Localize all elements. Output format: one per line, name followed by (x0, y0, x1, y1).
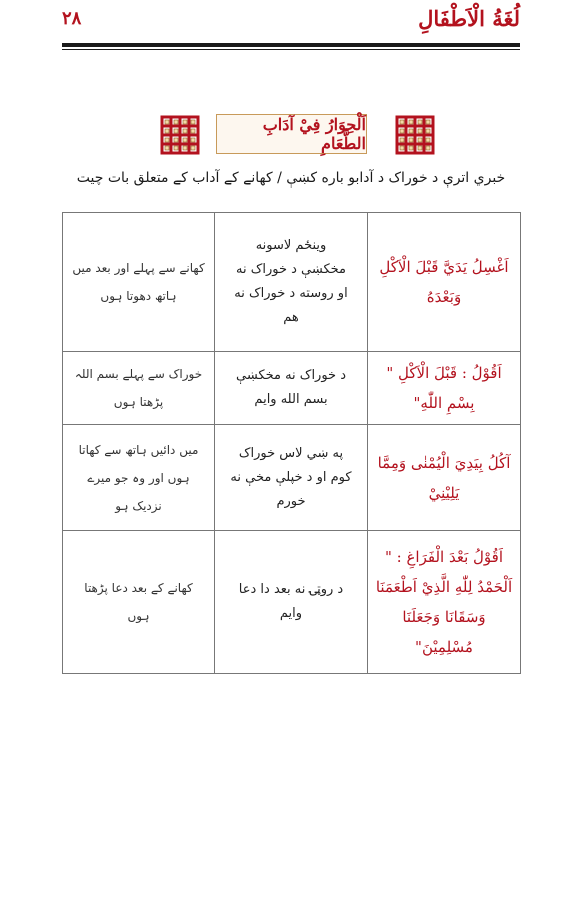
pashto-text: بسم الله وايم (254, 392, 328, 407)
page-header (62, 6, 520, 44)
header-rule-thin (62, 49, 520, 50)
pashto-text: هم (283, 310, 299, 325)
urdu-text: ہوں اور وہ جو میرے (87, 470, 190, 485)
table-row (63, 213, 521, 352)
urdu-text: کھانے کے بعد دعا پڑھتا (84, 581, 193, 595)
arabic-cell (368, 425, 521, 531)
urdu-cell (63, 213, 215, 352)
urdu-text: نزدیک ہو (115, 498, 162, 513)
page-number: ٢٨ (62, 8, 82, 29)
urdu-text: کھانے سے پہلے اور بعد میں (72, 261, 205, 275)
urdu-text: پڑھتا ہوں (113, 395, 164, 409)
pashto-text: کوم او د خپلې مخې نه (230, 469, 352, 485)
arabic-text: اَلْحَمْدُ لِلّٰهِ الَّذِيْ اَطْعَمَنَا (375, 578, 513, 596)
table-row (63, 425, 521, 531)
pashto-text: د خوراک نه مخکښې (235, 368, 347, 383)
urdu-text: ہاتھ دھوتا ہوں (100, 289, 177, 303)
section-subtitle: خبري اترې د خوراک د آدابو باره کښې / کھانے کے آداب کے متعلق بات چیت (76, 170, 506, 186)
pashto-text: د روټۍ نه بعد دا دعا (238, 582, 344, 597)
arabic-text: بِسْمِ اللّٰهِ" (413, 394, 475, 412)
urdu-cell (63, 531, 215, 674)
pashto-cell (215, 425, 368, 531)
arabic-text: مُسْلِمِيْنَ" (415, 638, 473, 656)
pashto-text: او روسته د خوراک نه (234, 286, 348, 301)
urdu-cell (63, 352, 215, 425)
knot-ornament-icon (393, 113, 437, 157)
pashto-cell (215, 352, 368, 425)
arabic-text: آكُلُ بِيَدِيَ الْيُمْنٰى وَمِمَّا (377, 453, 511, 472)
urdu-text: میں دائیں ہاتھ سے کھاتا (78, 442, 199, 457)
table-row (63, 531, 521, 674)
arabic-text: اَغْسِلُ يَدَيَّ قَبْلَ الْاَكْلِ (379, 258, 509, 276)
arabic-text: يَلِيْنِيْ (428, 483, 460, 502)
arabic-cell (368, 352, 521, 425)
arabic-text: اَقُوْلُ بَعْدَ الْفَرَاغِ : " (384, 548, 503, 566)
arabic-cell (368, 531, 521, 674)
arabic-text: اَقُوْلُ : قَبْلَ الْاَكْلِ " (386, 364, 502, 382)
pashto-text: خورم (276, 493, 306, 509)
urdu-text: ہوں (127, 609, 150, 623)
urdu-text: خوراک سے پہلے بسم اللہ (74, 367, 203, 381)
knot-ornament-icon (158, 113, 202, 157)
arabic-text: وَسَقَانَا وَجَعَلَنَا (402, 608, 486, 626)
section-title: اَلْحِوَارُ فِيْ آدَابِ الطَّعَامِ (216, 114, 367, 154)
pashto-cell (215, 213, 368, 352)
pashto-cell (215, 531, 368, 674)
pashto-text: مخکښې د خوراک نه (235, 262, 347, 277)
header-rule (62, 43, 520, 47)
vocabulary-table (62, 212, 521, 674)
pashto-text: وايم (279, 606, 303, 621)
urdu-cell (63, 425, 215, 531)
table-row (63, 352, 521, 425)
pashto-text: وينځم لاسونه (255, 238, 327, 253)
book-title: لُغَةُ الْاَطْفَالِ (418, 6, 520, 31)
arabic-cell (368, 213, 521, 352)
arabic-text: وَبَعْدَهُ (426, 288, 462, 306)
pashto-text: په ښي لاس خوراک (238, 445, 344, 461)
